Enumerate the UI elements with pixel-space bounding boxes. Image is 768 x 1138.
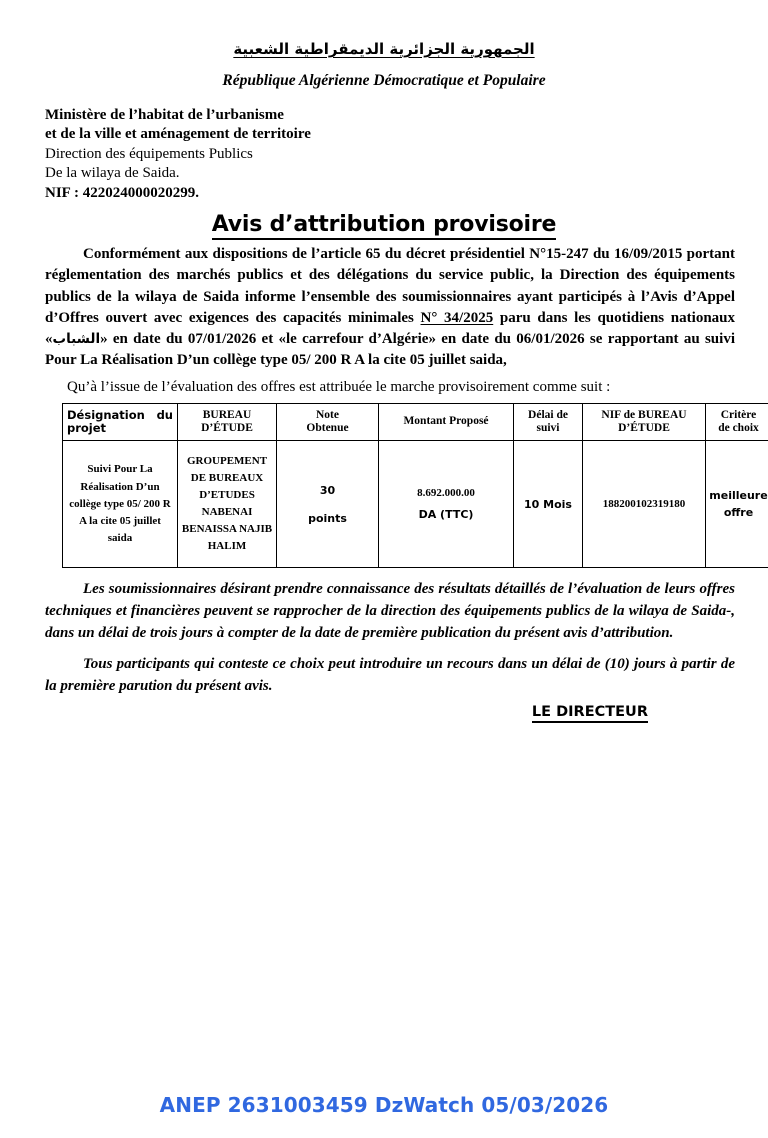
ministry-line-1: Ministère de l’habitat de l’urbanisme	[45, 106, 284, 123]
closing-paragraph-2: Tous participants qui conteste ce choix peut introduire un recours dans un délai de (10) jours à partir de la première parution du présent avis.	[45, 656, 735, 695]
french-republic-title: République Algérienne Démocratique et Populaire	[222, 71, 546, 89]
award-table-body	[63, 441, 768, 568]
col-nif-l2: D’ÉTUDE	[618, 422, 670, 435]
anep-footer: ANEP 2631003459 DzWatch 05/03/2026	[159, 1093, 609, 1117]
column-header-montant	[379, 404, 514, 441]
direction-line: Direction des équipements Publics	[45, 145, 253, 162]
arabic-republic-title: الجمهورية الجزائرية الديمقراطية الشعبية	[233, 40, 535, 58]
tender-number: N° 34/2025	[420, 309, 494, 326]
col-critere-l1: Critère	[720, 408, 757, 421]
intro-paragraph	[0, 237, 768, 372]
col-bureau-l1: BUREAU	[202, 408, 252, 421]
cell-bureau: GROUPEMENT DE BUREAUX D’ETUDES NABENAI BENAISSA NAJIB HALIM	[178, 441, 277, 568]
cell-designation: Suivi Pour La Réalisation D’un collège type 05/ 200 R A la cite 05 juillet saida	[63, 441, 178, 568]
page-title-text: Avis d’attribution provisoire	[212, 212, 556, 240]
signature-block	[0, 698, 768, 720]
col-delai-l2: suivi	[536, 422, 560, 435]
intro-part-2: paru dans les quotidiens nationaux «	[45, 309, 736, 348]
intro-part-3: » en date du 07/01/2026 et «le carrefour d’Algérie» en date du 06/01/2026 se rapportant au suivi Pour La Réalisation D’un collège type 05/ 200 R A la cite 05 juillet saida,	[45, 331, 735, 369]
table-row	[63, 441, 768, 568]
col-critere-l2: de choix	[718, 422, 759, 435]
col-delai-l1: Délai de	[528, 408, 568, 421]
col-montant-l1: Montant Proposé	[403, 415, 489, 428]
award-table-wrapper	[0, 403, 768, 568]
cell-montant	[379, 441, 514, 568]
award-table	[62, 403, 768, 568]
cell-note-unit: points	[308, 511, 347, 525]
col-note-l1: Note	[316, 408, 339, 421]
newspaper-name-arabic: الشباب	[52, 331, 101, 348]
closing-paragraph-1: Les soumissionnaires désirant prendre connaissance des résultats détaillés de l’évaluation de leurs offres techniques et financières peuvent se rapprocher de la direction des équipements publics de la wilaya de Saida-, dans un délai de trois jours à compter de la date de première publication du présent avis d’attribution.	[45, 581, 735, 641]
cell-montant-value: 8.692.000.00	[417, 487, 475, 500]
cell-delai: 10 Mois	[514, 441, 583, 568]
intro-part-1: Conformément aux dispositions de l’article 65 du décret présidentiel N°15-247 du 16/09/2015 portant réglementation des marchés publics et des délégations du service public, la Direction des équipements publics de la wilaya de Saida informe l’ensemble des soumissionnaires ayant participés à l’Avis d’Appel d’Offres ouvert avec exigences des capacités minimales	[45, 246, 735, 326]
cell-note-spacer	[280, 499, 375, 510]
column-header-delai	[514, 404, 583, 441]
col-designation-l2: du	[156, 407, 173, 422]
column-header-note	[277, 404, 379, 441]
award-table-head	[63, 404, 768, 441]
table-header-row	[63, 404, 768, 441]
signature-text: LE DIRECTEUR	[532, 704, 648, 723]
col-designation-l1: Désignation	[67, 407, 145, 422]
wilaya-line: De la wilaya de Saida.	[45, 165, 180, 181]
col-note-l2: Obtenue	[306, 422, 349, 435]
cell-note	[277, 441, 379, 568]
cell-note-value: 30	[319, 483, 336, 497]
cell-nif: 188200102319180	[583, 441, 706, 568]
cell-critere: meilleure offre	[706, 441, 768, 568]
column-header-critere	[706, 404, 768, 441]
nif-line: NIF : 422024000020299.	[45, 184, 200, 201]
column-header-designation	[63, 404, 178, 441]
page-title	[0, 203, 768, 237]
lead-in-paragraph: Qu’à l’issue de l’évaluation des offres est attribuée le marche provisoirement comme suit :	[67, 378, 611, 395]
col-bureau-l2: D’ÉTUDE	[201, 422, 253, 435]
column-header-nif	[583, 404, 706, 441]
ministry-block	[0, 90, 768, 204]
col-designation-l3: projet	[67, 421, 107, 436]
column-header-bureau	[178, 404, 277, 441]
cell-montant-currency: DA (TTC)	[418, 508, 474, 522]
ministry-line-2: et de la ville et aménagement de territoire	[45, 126, 311, 142]
col-nif-l1: NIF de BUREAU	[601, 408, 687, 421]
